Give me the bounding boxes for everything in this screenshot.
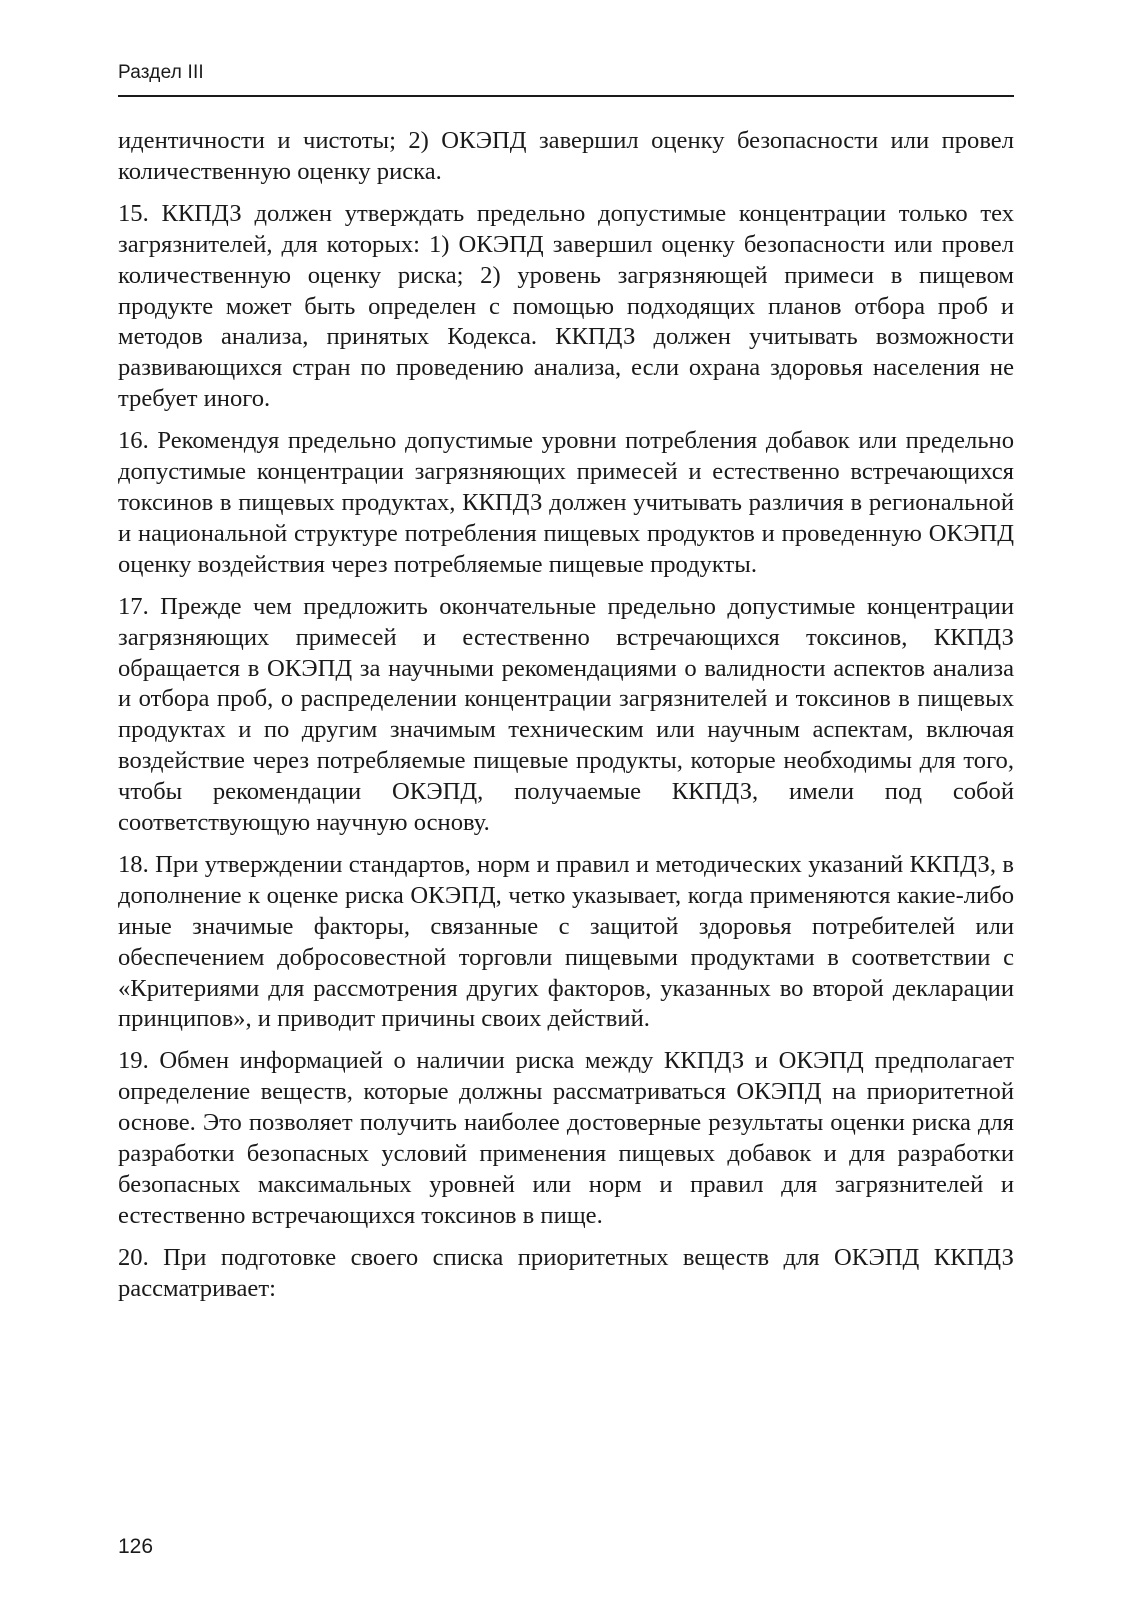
paragraph-15: 15. ККПДЗ должен утверждать предельно допустимые концентрации только тех загрязнителей, для которых: 1) ОКЭПД завершил оценку безопасности или провел количественную оценку риска; 2) уровень загрязняющей примеси в пищевом продукте может быть определен с помощью подходящих планов отбора проб и методов анализа, принятых Кодекса. ККПДЗ должен учитывать возможности развивающихся стран по проведению анализа, если охрана здоровья населения не требует иного. — [118, 199, 1014, 413]
paragraph-19: 19. Обмен информацией о наличии риска между ККПДЗ и ОКЭПД предполагает определение веществ, которые должны рассматриваться ОКЭПД на приоритетной основе. Это позволяет получить наиболее достоверные результаты оценки риска для разработки безопасных условий применения пищевых добавок и для разработки безопасных максимальных уровней или норм и правил для загрязнителей и естественно встречающихся токсинов в пище. — [118, 1047, 1014, 1229]
paragraph-continuation: идентичности и чистоты; 2) ОКЭПД завершил оценку безопасности или провел количественную оценку риска. — [118, 127, 1014, 185]
page-number: 126 — [118, 1535, 154, 1558]
paragraph-18: 18. При утверждении стандартов, норм и правил и методических указаний ККПДЗ, в дополнение к оценке риска ОКЭПД, четко указывает, когда применяются какие-либо иные значимые факторы, связанные с защитой здоровья потребителей или обеспечением добросовестной торговли пищевыми продуктами в соответствии с «Критериями для рассмотрения других факторов, указанных во второй декларации принципов», и приводит причины своих действий. — [118, 850, 1014, 1033]
page-body — [118, 126, 1014, 1305]
running-head: Раздел III — [118, 62, 204, 83]
paragraph-20: 20. При подготовке своего списка приоритетных веществ для ОКЭПД ККПДЗ рассматривает: — [118, 1243, 1014, 1302]
paragraph-17: 17. Прежде чем предложить окончательные предельно допустимые концентрации загрязняющих примесей и естественно встречающихся токсинов, ККПДЗ обращается в ОКЭПД за научными рекомендациями о валидности аспектов анализа и отбора проб, о распределении концентрации загрязнителей и токсинов в пищевых продуктах и по другим значимым техническим или научным аспектам, включая воздействие через потребляемые пищевые продукты, которые необходимы для того, чтобы рекомендации ОКЭПД, получаемые ККПДЗ, имели под собой соответствующую научную основу. — [118, 592, 1014, 837]
header-rule — [118, 95, 1014, 97]
paragraph-16: 16. Рекомендуя предельно допустимые уровни потребления добавок или предельно допустимые концентрации загрязняющих примесей и естественно встречающихся токсинов в пищевых продуктах, ККПДЗ должен учитывать различия в региональной и национальной структуре потребления пищевых продуктов и проведенную ОКЭПД оценку воздействия через потребляемые пищевые продукты. — [118, 427, 1014, 578]
